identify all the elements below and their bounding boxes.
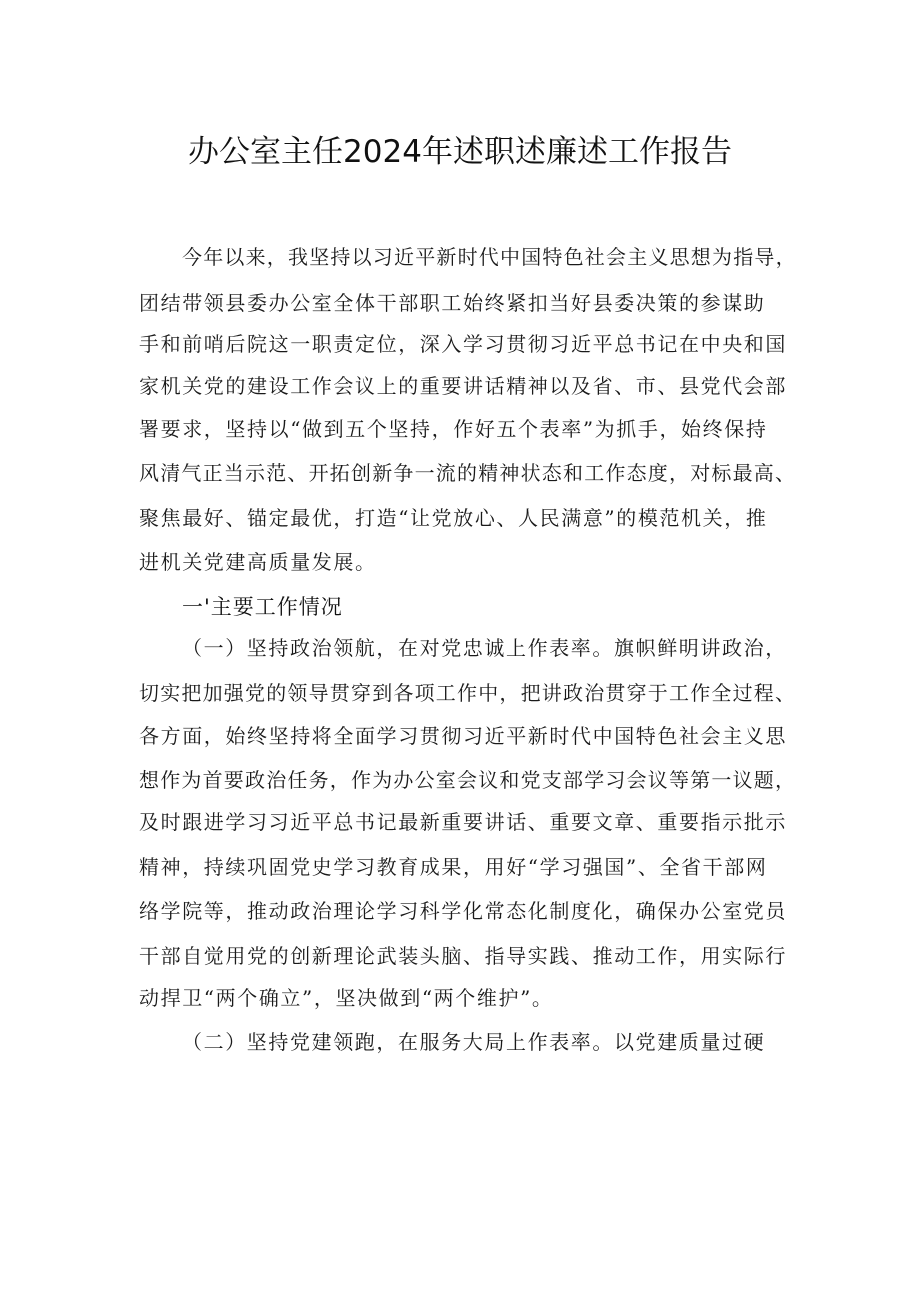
item1-line-9: 动捍卫“两个确立”，坚决做到“两个维护”。 [139,986,554,1010]
item1-line-7: 络学院等，推动政治理论学习科学化常态化制度化，确保办公室党员 [139,899,787,923]
item1-line-8: 干部自觉用党的创新理论武装头脑、指导实践、推动工作，用实际行 [139,944,787,968]
intro-line-1: 今年以来，我坚持以习近平新时代中国特色社会主义思想为指导， [182,245,797,269]
item1-line-3: 各方面，始终坚持将全面学习贯彻习近平新时代中国特色社会主义思 [139,724,787,748]
item1-line-1: （一）坚持政治领航，在对党忠诚上作表率。旗帜鲜明讲政治， [182,636,787,660]
intro-line-5: 署要求，坚持以“做到五个坚持，作好五个表率”为抓手，始终保持 [139,417,768,441]
item1-line-6: 精神，持续巩固党史学习教育成果，用好“学习强国”、全省干部网 [139,855,768,879]
section-heading: 一'主要工作情况 [182,595,343,619]
intro-line-2: 团结带领县委办公室全体干部职工始终紧扣当好县委决策的参谋助 [139,291,766,315]
document-title: 办公室主任2024年述职述廉述工作报告 [188,134,732,170]
item1-line-2: 切实把加强党的领导贯穿到各项工作中，把讲政治贯穿于工作全过程、 [139,681,797,705]
intro-line-7: 聚焦最好、锚定最优，打造“让党放心、人民满意”的模范机关，推 [139,506,768,530]
intro-line-4: 家机关党的建设工作会议上的重要讲话精神以及省、市、县党代会部 [139,374,787,398]
item1-line-5: 及时跟进学习习近平总书记最新重要讲话、重要文章、重要指示批示 [139,810,787,834]
item2-line-1: （二）坚持党建领跑，在服务大局上作表率。以党建质量过硬 [182,1030,766,1054]
intro-line-8: 进机关党建高质量发展。 [139,550,377,574]
item1-line-4: 想作为首要政治任务，作为办公室会议和党支部学习会议等第一议题， [139,768,797,792]
intro-line-3: 手和前哨后院这一职责定位，深入学习贯彻习近平总书记在中央和国 [139,332,787,356]
intro-line-6: 风清气正当示范、开拓创新争一流的精神状态和工作态度，对标最高、 [139,461,797,485]
